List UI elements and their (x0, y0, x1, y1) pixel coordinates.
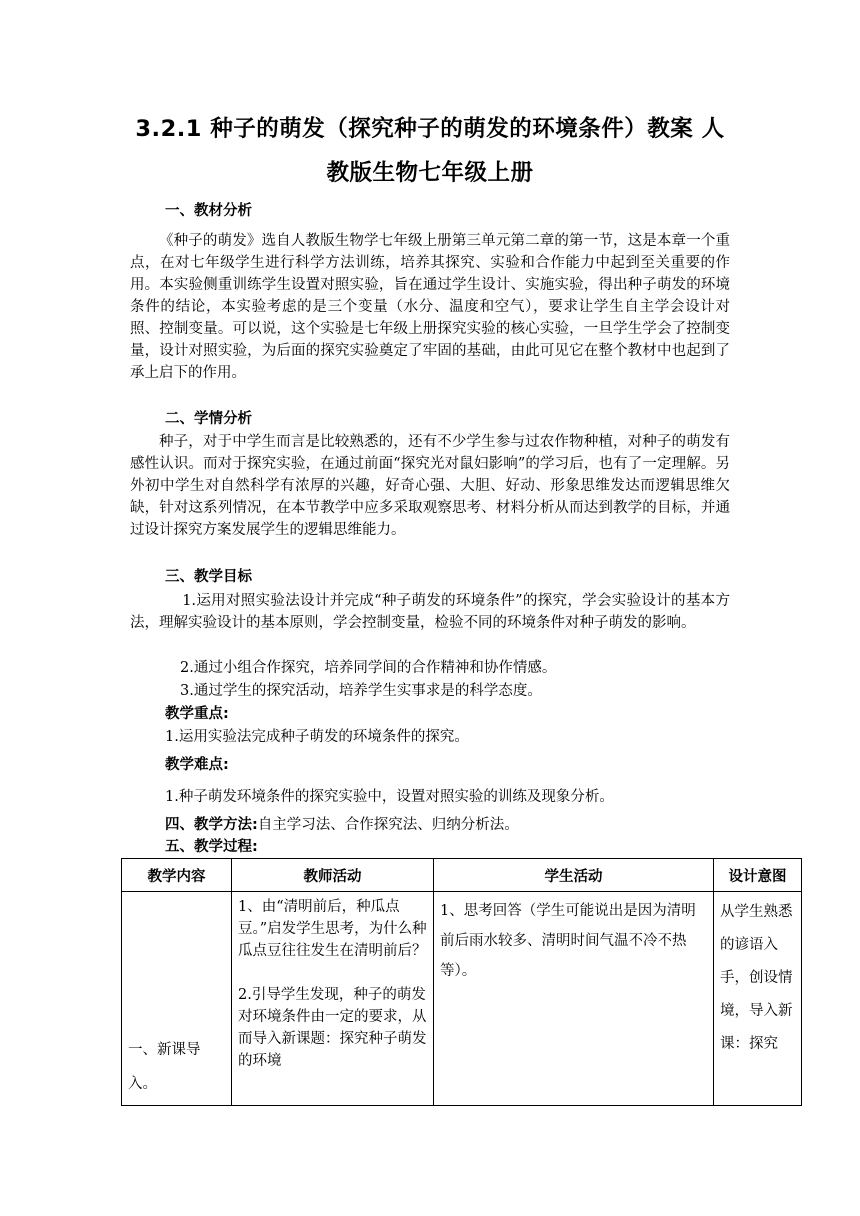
header-teaching-content: 教学内容 (122, 859, 232, 892)
section-heading-teaching-goals: 三、教学目标 (165, 569, 252, 585)
cell-student-activity: 1、思考回答（学生可能说出是因为清明前后雨水较多、清明时间气温不冷不热等）。 (434, 892, 714, 1106)
teaching-methods-body: 自主学习法、合作探究法、归纳分析法。 (257, 817, 519, 833)
table-row (122, 892, 802, 1106)
teacher-activity-step1: 1、由“清明前后，种瓜点豆。”启发学生思考，为什么种瓜点豆往往发生在清明前后？ (238, 899, 427, 959)
teaching-goal-1: 1.运用对照实验法设计并完成“种子萌发的环境条件”的探究，学会实验设计的基本方法，理解实验设计的基本原则，学会控制变量，检验不同的环境条件对种子萌发的影响。 (130, 593, 730, 631)
section-heading-textbook-analysis: 一、教材分析 (165, 203, 252, 219)
table-header-row (122, 859, 802, 892)
key-points-heading: 教学重点: (165, 706, 229, 722)
document-title-line2: 教版生物七年级上册 (326, 160, 534, 186)
header-teacher-activity: 教师活动 (232, 859, 434, 892)
teaching-methods-line (165, 814, 519, 836)
teaching-goal-2: 2.通过小组合作探究，培养同学间的合作精神和协作情感。 (180, 660, 557, 676)
section-heading-teaching-process: 五、教学过程: (165, 839, 258, 855)
header-student-activity: 学生活动 (434, 859, 714, 892)
section-heading-student-analysis: 二、学情分析 (165, 411, 252, 427)
student-analysis-body: 种子，对于中学生而言是比较熟悉的，还有不少学生参与过农作物种植，对种子的萌发有感性认识。而对于探究实验，在通过前面“探究光对鼠妇影响”的学习后，也有了一定理解。另外初中学生对自然科学有浓厚的兴趣，好奇心强、大胆、好动、形象思维发达而逻辑思维欠缺，针对这系列情况，在本节教学中应多采取观察思考、材料分析从而达到教学的目标，并通过设计探究方案发展学生的逻辑思维能力。 (130, 434, 730, 538)
textbook-analysis-body: 《种子的萌发》选自人教版生物学七年级上册第三单元第二章的第一节，这是本章一个重点，在对七年级学生进行科学方法训练，培养其探究、实验和合作能力中起到至关重要的作用。本实验侧重训练学生设置对照实验，旨在通过学生设计、实施实验，得出种子萌发的环境条件的结论，本实验考虑的是三个变量（水分、温度和空气），要求让学生自主学会设计对照、控制变量。可以说，这个实验是七年级上册探究实验的核心实验，一旦学生学会了控制变量，设计对照实验，为后面的探究实验奠定了牢固的基础，由此可见它在整个教材中也起到了承上启下的作用。 (130, 233, 730, 381)
teaching-methods-heading: 四、教学方法: (165, 817, 258, 833)
difficult-points-body: 1.种子萌发环境条件的探究实验中，设置对照实验的训练及现象分析。 (165, 789, 614, 805)
cell-teacher-activity (232, 892, 434, 1106)
document-title-line1: 3.2.1 种子的萌发（探究种子的萌发的环境条件）教案 人 (135, 116, 725, 142)
cell-teaching-content: 一、新课导入。 (122, 892, 232, 1106)
key-points-body: 1.运用实验法完成种子萌发的环境条件的探究。 (165, 729, 469, 745)
difficult-points-heading: 教学难点: (165, 757, 229, 773)
header-design-intent: 设计意图 (714, 859, 802, 892)
teacher-activity-step2: 2.引导学生发现，种子的萌发对环境条件由一定的要求，从而导入新课题：探究种子萌发的环境 (238, 987, 427, 1069)
teaching-goal-3: 3.通过学生的探究活动，培养学生实事求是的科学态度。 (180, 683, 542, 699)
cell-design-intent: 从学生熟悉的谚语入手，创设情境，导入新课：探究 (714, 892, 802, 1106)
teaching-process-table (121, 858, 802, 1106)
